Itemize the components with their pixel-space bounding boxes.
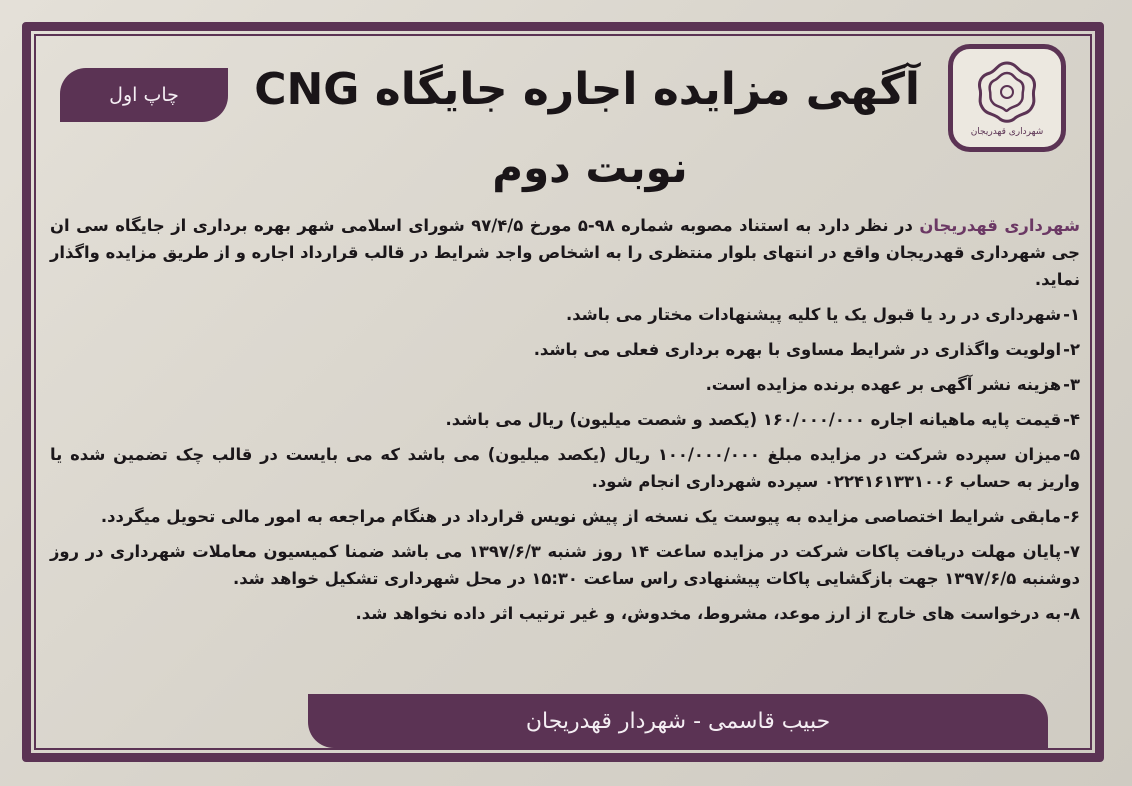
- item-number: ۸-: [1063, 604, 1080, 623]
- intro-highlight: شهرداری قهدریجان: [919, 216, 1080, 235]
- intro-text: در نظر دارد به استناد مصوبه شماره ۹۸-۵ مورخ ۹۷/۴/۵ شورای اسلامی شهر بهره برداری از جایگاه سی ان جی شهرداری قهدریجان واقع در انتهای بلوار منتظری را به اشخاص واجد شرایط در قالب قرارداد اجاره و از طریق مزایده واگذار نماید.: [50, 216, 1080, 289]
- list-item: [50, 336, 1080, 363]
- logo-caption: شهرداری قهدریجان: [970, 127, 1044, 137]
- ad-body: [50, 212, 1080, 635]
- first-print-badge: چاپ اول: [60, 68, 228, 122]
- item-text: به درخواست های خارج از ارز موعد، مشروط، مخدوش، و غیر ترتیب اثر داده نخواهد شد.: [355, 604, 1062, 623]
- list-item: [50, 301, 1080, 328]
- item-number: ۶-: [1063, 507, 1080, 526]
- item-number: ۴-: [1063, 410, 1080, 429]
- item-text: پایان مهلت دریافت پاکات شرکت در مزایده ساعت ۱۴ روز شنبه ۱۳۹۷/۶/۳ می باشد ضمنا کمیسیون معاملات شهرداری در روز دوشنبه ۱۳۹۷/۶/۵ جهت بازگشایی پاکات پیشنهادی راس ساعت ۱۵:۳۰ در محل شهرداری تشکیل خواهد شد.: [50, 542, 1080, 588]
- emblem-icon: [972, 59, 1042, 125]
- item-number: ۷-: [1063, 542, 1081, 561]
- item-text: مابقی شرایط اختصاصی مزایده به پیوست یک نسخه از پیش نویس قرارداد در هنگام مراجعه به امور مالی تحویل میگردد.: [100, 507, 1062, 526]
- list-item: [50, 538, 1080, 592]
- item-text: اولویت واگذاری در شرایط مساوی با بهره برداری فعلی می باشد.: [533, 340, 1062, 359]
- page-title: آگهی مزایده اجاره جایگاه CNG: [254, 64, 920, 115]
- list-item: [50, 441, 1080, 495]
- page-subtitle: نوبت دوم: [492, 143, 688, 192]
- signature-banner: حبیب قاسمی - شهردار قهدریجان: [308, 694, 1048, 748]
- item-number: ۵-: [1063, 445, 1080, 464]
- list-item: [50, 503, 1080, 530]
- item-number: ۳-: [1063, 375, 1080, 394]
- item-number: ۲-: [1063, 340, 1080, 359]
- list-item: [50, 406, 1080, 433]
- item-number: ۱-: [1063, 305, 1080, 324]
- item-text: هزینه نشر آگهی بر عهده برنده مزایده است.: [705, 375, 1062, 394]
- municipality-logo: [948, 44, 1066, 152]
- item-text: میزان سپرده شرکت در مزایده مبلغ ۱۰۰/۰۰۰/۰۰۰ ریال (یکصد میلیون) می باشد که می بایست در قالب چک تضمین شده یا واریز به حساب ۰۲۲۴۱۶۱۳۳۱۰۰۶ سپرده شهرداری انجام شود.: [50, 445, 1080, 491]
- conditions-list: [50, 301, 1080, 627]
- item-text: شهرداری در رد یا قبول یک یا کلیه پیشنهادات مختار می باشد.: [565, 305, 1062, 324]
- list-item: [50, 371, 1080, 398]
- item-text: قیمت پایه ماهیانه اجاره ۱۶۰/۰۰۰/۰۰۰ (یکصد و شصت میلیون) ریال می باشد.: [445, 410, 1062, 429]
- list-item: [50, 600, 1080, 627]
- intro-paragraph: [50, 212, 1080, 293]
